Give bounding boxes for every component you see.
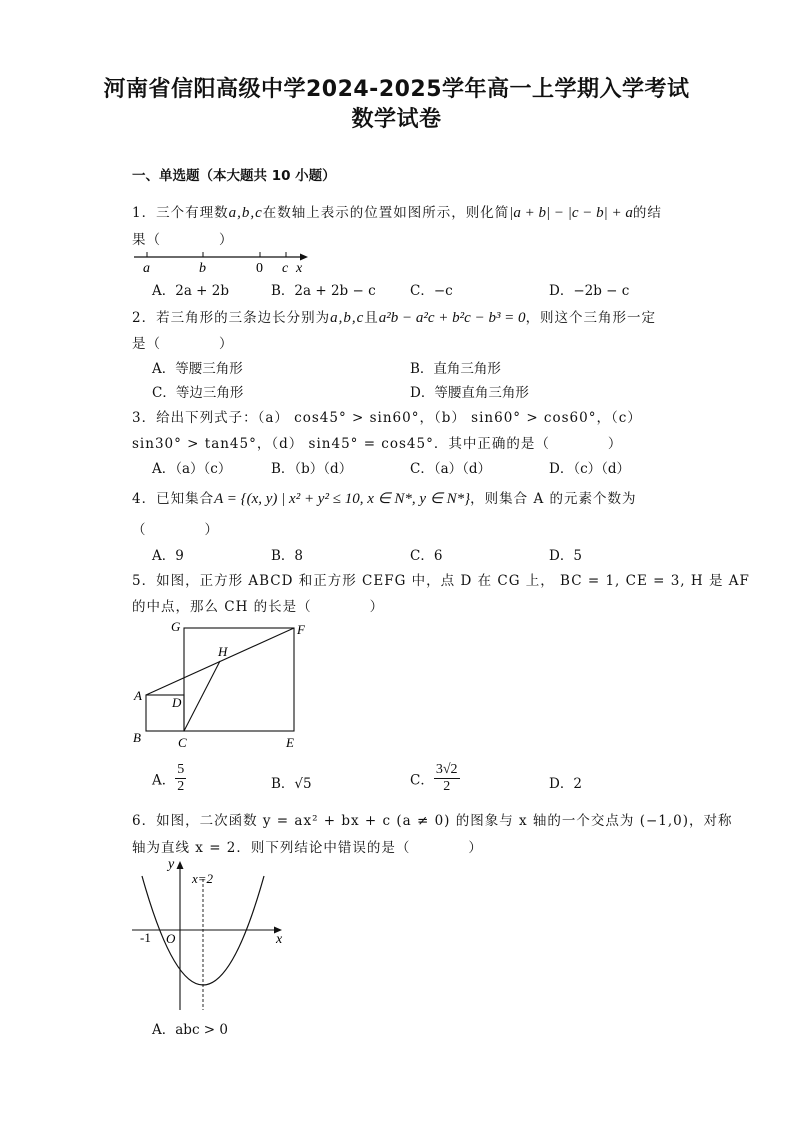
q6-option-a[interactable]: A．abc > 0 <box>152 1022 228 1038</box>
q3-number: 3． <box>132 410 157 426</box>
label-d: D <box>172 695 182 710</box>
q2-vars: a,b,c <box>330 310 365 326</box>
q2-option-d[interactable]: D．等腰直角三角形 <box>410 385 529 401</box>
q2-equation: a²b − a²c + b²c − b³ = 0 <box>378 310 526 326</box>
q5-option-c-numerator: 3√2 <box>435 762 458 777</box>
q6-line1-text: 如图，二次函数 y = ax² + bx + c (a ≠ 0) 的图象与 x 轴的一个交点为 (−1,0)，对称 <box>156 813 733 829</box>
label-x-equals-2: x=2 <box>192 871 214 886</box>
label-b: B <box>133 730 141 745</box>
q6-stem-line1 <box>132 809 733 829</box>
q5-stem-line1 <box>132 569 750 589</box>
number-line-arrow <box>300 254 308 261</box>
q1-number-line <box>130 248 320 276</box>
segment-ch <box>184 661 220 731</box>
q2-stem-line1 <box>132 306 656 327</box>
label-e: E <box>286 735 294 750</box>
q4-option-c[interactable]: C．6 <box>410 548 443 564</box>
label-b: b <box>199 261 206 276</box>
q5-option-c-denominator: 2 <box>443 779 451 794</box>
q5-option-a[interactable] <box>152 762 186 795</box>
q5-option-c-prefix: C． <box>410 772 434 789</box>
label-minus-one: -1 <box>140 930 151 945</box>
label-g: G <box>171 619 181 634</box>
label-h: H <box>218 644 228 659</box>
q2-text-a: 若三角形的三条边长分别为 <box>156 310 331 326</box>
q4-number: 4． <box>132 491 157 507</box>
q4-option-a[interactable]: A．9 <box>152 548 184 564</box>
label-0: 0 <box>256 261 263 276</box>
q3-line1-text: 给出下列式子：（a） cos45° > sin60°，（b） sin60° > cos60°，（c） <box>156 410 642 426</box>
section-heading: 一、单选题（本大题共 10 小题） <box>132 168 336 184</box>
label-a: a <box>143 261 150 276</box>
label-f: F <box>297 622 305 637</box>
q4-stem-line2: （ ） <box>132 522 219 538</box>
q5-option-a-prefix: A． <box>152 772 176 789</box>
q5-option-a-fraction <box>175 762 186 795</box>
q4-stem-line1 <box>132 487 637 508</box>
q1-option-c[interactable]: C．−c <box>410 283 453 299</box>
label-c: C <box>178 735 187 750</box>
q1-option-d[interactable]: D．−2b − c <box>549 283 630 299</box>
q1-number: 1． <box>132 205 157 221</box>
q1-text-c: 的结 <box>632 205 662 221</box>
q2-option-b[interactable]: B．直角三角形 <box>410 361 501 377</box>
q4-option-d[interactable]: D．5 <box>549 548 582 564</box>
q1-option-b[interactable]: B．2a + 2b − c <box>271 283 376 299</box>
exam-title-line1: 河南省信阳高级中学2024-2025学年高一上学期入学考试 <box>103 77 690 102</box>
q1-text-a: 三个有理数 <box>156 205 229 221</box>
q4-option-b[interactable]: B．8 <box>271 548 304 564</box>
q3-option-d[interactable]: D．（c）（d） <box>549 461 631 477</box>
q2-text-b: 且 <box>364 310 379 326</box>
q6-number: 6． <box>132 813 157 829</box>
q5-option-b[interactable]: B．√5 <box>271 776 312 792</box>
q5-option-c-fraction <box>434 762 460 795</box>
q2-option-a[interactable]: A．等腰三角形 <box>152 361 243 377</box>
q6-parabola-figure <box>128 854 290 1012</box>
q1-vars: a,b,c <box>228 205 263 221</box>
q4-text-a: 已知集合 <box>156 491 215 507</box>
label-x: x <box>296 261 303 276</box>
q4-set: A = {(x, y) | x² + y² ≤ 10, x ∈ N*, y ∈ N*} <box>214 491 471 507</box>
exam-title-line2: 数学试卷 <box>351 107 442 132</box>
q1-expression: |a + b| − |c − b| + a <box>509 205 633 221</box>
q1-option-a[interactable]: A．2a + 2b <box>152 283 230 299</box>
square-cefg <box>184 628 294 731</box>
q3-option-b[interactable]: B．（b）（d） <box>271 461 353 477</box>
q5-line1-text: 如图，正方形 ABCD 和正方形 CEFG 中，点 D 在 CG 上， BC = 1, CE = 3, H 是 AF <box>156 573 750 589</box>
q3-stem-line2: sin30° > tan45°，（d） sin45° = cos45°．其中正确的是（ ） <box>132 436 623 452</box>
q2-stem-line2: 是（ ） <box>132 336 234 352</box>
q2-number: 2． <box>132 310 157 326</box>
q6-stem-line2: 轴为直线 x = 2．则下列结论中错误的是（ ） <box>132 840 483 856</box>
q1-stem-line1 <box>132 201 662 222</box>
q3-option-c[interactable]: C．（a）（d） <box>410 461 492 477</box>
label-x: x <box>276 932 283 947</box>
q5-number: 5． <box>132 573 157 589</box>
q3-option-a[interactable]: A．（a）（c） <box>152 461 232 477</box>
q5-square-figure <box>128 616 318 752</box>
q5-option-a-numerator: 5 <box>177 762 185 777</box>
q5-option-a-denominator: 2 <box>177 779 185 794</box>
q2-option-c[interactable]: C．等边三角形 <box>152 385 244 401</box>
q1-text-b: 在数轴上表示的位置如图所示，则化简 <box>262 205 510 221</box>
y-axis-arrow <box>177 861 184 869</box>
label-y: y <box>168 857 175 872</box>
label-c: c <box>282 261 289 276</box>
label-origin: O <box>166 931 176 946</box>
q5-stem-line2: 的中点，那么 CH 的长是（ ） <box>132 599 385 615</box>
q2-text-c: ，则这个三角形一定 <box>525 310 657 326</box>
q1-stem-line2: 果（ ） <box>132 232 234 248</box>
q4-text-b: ，则集合 A 的元素个数为 <box>470 491 637 507</box>
q3-stem-line1 <box>132 406 642 426</box>
label-a: A <box>134 688 142 703</box>
q5-option-c[interactable] <box>410 762 460 795</box>
q5-option-d[interactable]: D．2 <box>549 776 582 792</box>
